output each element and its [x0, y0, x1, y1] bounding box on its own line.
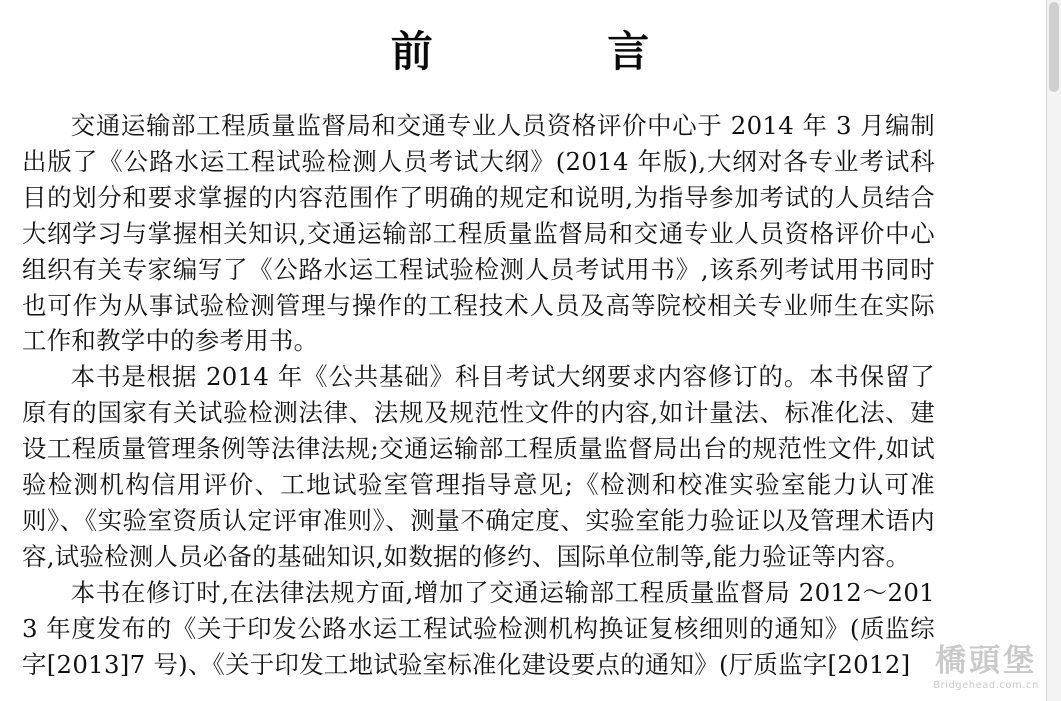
scrollbar-thumb[interactable]: [1049, 2, 1059, 92]
watermark-name: 橋頭堡: [935, 643, 1037, 679]
vertical-scrollbar[interactable]: [1046, 0, 1061, 701]
watermark: [930, 642, 1042, 692]
paragraph-3: 本书在修订时,在法律法规方面,增加了交通运输部工程质量监督局 2012～2013 年度发布的《关于印发公路水运工程试验检测机构换证复核细则的通知》(质监综字[2013]7 号)、《关于印发工地试验室标准化建设要点的通知》(厅质监字[2012]: [22, 577, 935, 679]
paragraph-2: 本书是根据 2014 年《公共基础》科目考试大纲要求内容修订的。本书保留了原有的国家有关试验检测法律、法规及规范性文件的内容,如计量法、标准化法、建设工程质量管理条例等法律法规;交通运输部工程质量监督局出台的规范性文件,如试验检测机构信用评价、工地试验室管理指导意见;《检测和校准实验室能力认可准则》、《实验室资质认定评审准则》、测量不确定度、实验室能力验证以及管理术语内容,试验检测人员必备的基础知识,如数据的修约、国际单位制等,能力验证等内容。: [22, 362, 935, 571]
paragraph-1: 交通运输部工程质量监督局和交通专业人员资格评价中心于 2014 年 3 月编制出版了《公路水运工程试验检测人员考试大纲》(2014 年版),大纲对各专业考试科目的划分和要求掌握的内容范围作了明确的规定和说明,为指导参加考试的人员结合大纲学习与掌握相关知识,交通运输部工程质量监督局和交通专业人员资格评价中心组织有关专家编写了《公路水运工程试验检测人员考试用书》,该系列考试用书同时也可作为从事试验检测管理与操作的工程技术人员及高等院校相关专业师生在实际工作和教学中的参考用书。: [22, 111, 935, 356]
watermark-url: Bridgehead.com.cn: [933, 680, 1039, 691]
page-title: 前 言: [390, 27, 730, 76]
body-text: [22, 108, 935, 683]
